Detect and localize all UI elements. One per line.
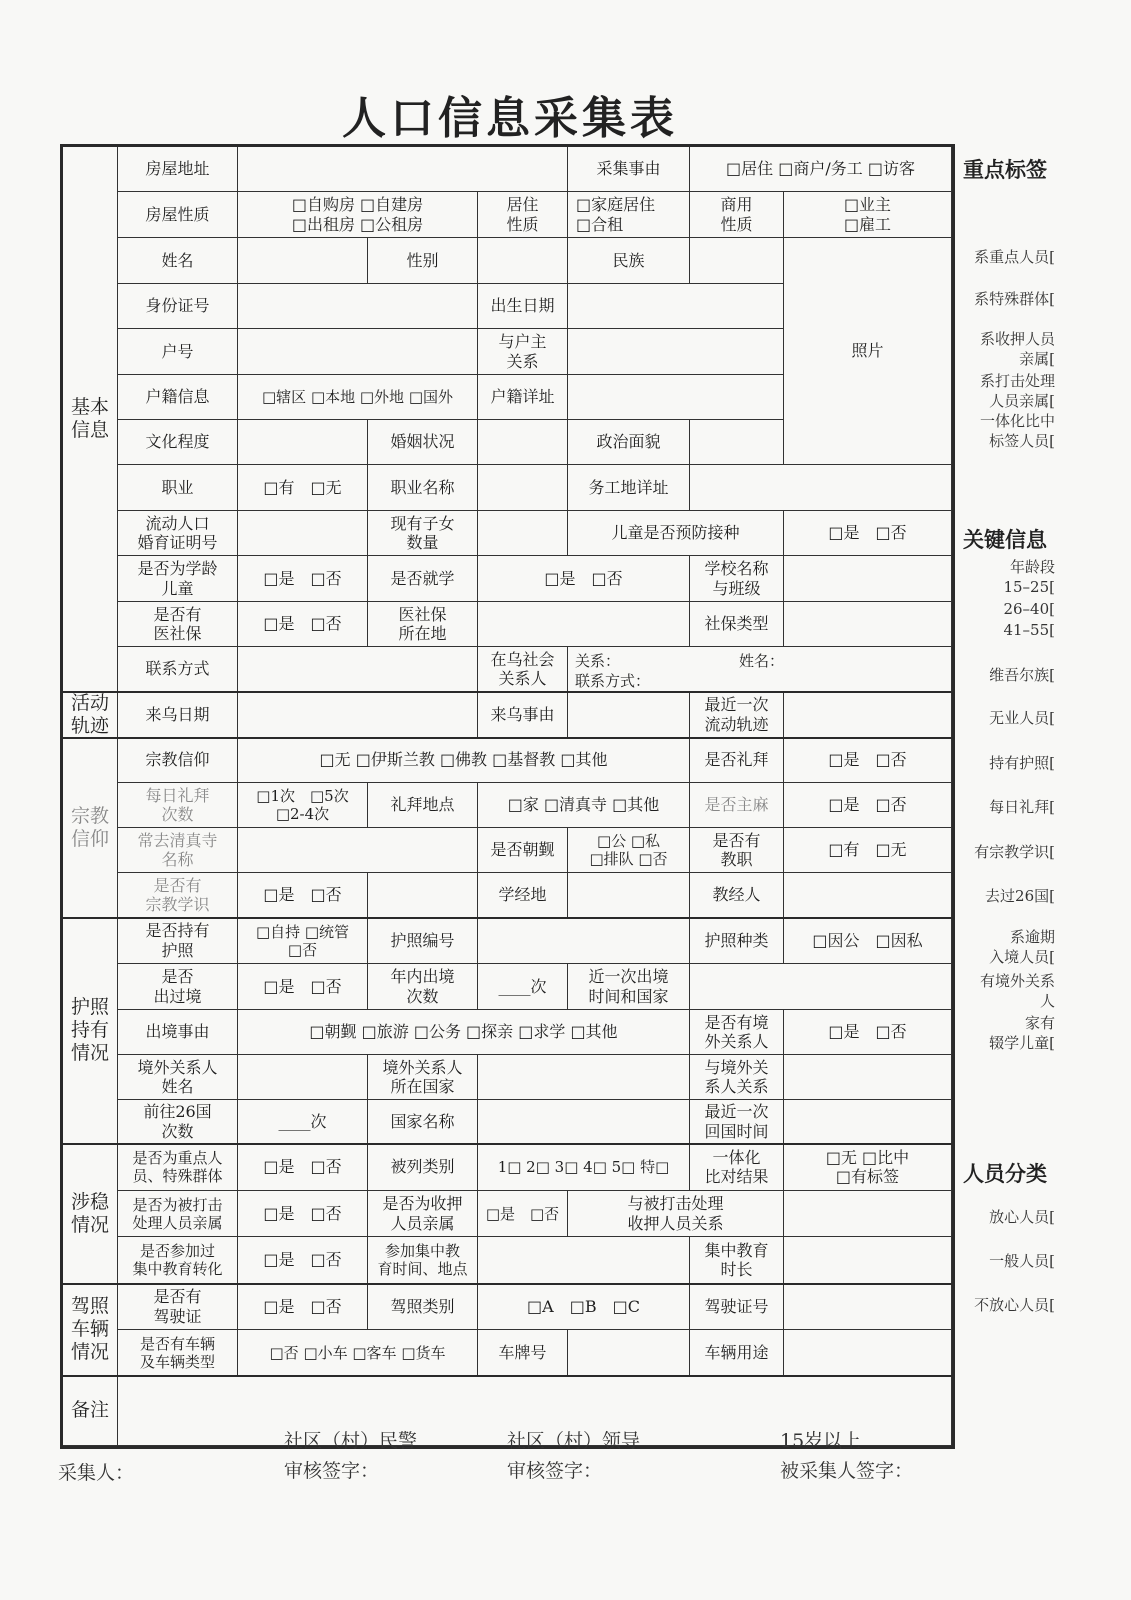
license-class-options[interactable]: □A □B □C	[478, 1284, 690, 1330]
hukou-info-label: 户籍信息	[118, 375, 238, 420]
struck-relation-field[interactable]	[784, 1191, 952, 1237]
house-nature-options[interactable]: □自购房 □自建房 □出租房 □公租房	[238, 192, 478, 238]
political-label: 政治面貌	[568, 420, 690, 465]
integration-result-label: 一体化 比对结果	[690, 1144, 784, 1191]
religious-knowledge-label: 是否有 宗教学识	[118, 873, 238, 918]
plate-no-label: 车牌号	[478, 1330, 568, 1376]
plate-no-field[interactable]	[568, 1330, 690, 1376]
section-divider	[63, 1143, 952, 1145]
age-label: 年龄段	[1009, 558, 1055, 576]
insurance-type-label: 社保类型	[690, 602, 784, 647]
occupation-options[interactable]: □有 □无	[238, 465, 368, 511]
passport-no-label: 护照编号	[368, 918, 478, 964]
side-tag[interactable]: 系逾期 入境人员[	[989, 928, 1055, 966]
section-activity: 活动 轨迹	[63, 692, 118, 738]
last-exit-field[interactable]	[690, 964, 952, 1010]
gender-field[interactable]	[478, 238, 568, 284]
household-no-label: 户号	[118, 329, 238, 375]
side-tag[interactable]: 系特殊群体[	[974, 290, 1055, 308]
insurance-place-label: 医社保 所在地	[368, 602, 478, 647]
key-person-label: 是否为重点人 员、特殊群体	[118, 1144, 238, 1191]
category-label: 被列类别	[368, 1144, 478, 1191]
study-place-field[interactable]	[568, 873, 690, 918]
last-return-label: 最近一次 回国时间	[690, 1100, 784, 1144]
side-tag[interactable]: 有宗教学识[	[974, 843, 1055, 861]
page-title: 人口信息采集表	[342, 93, 678, 144]
side-tag[interactable]: 不放心人员[	[974, 1296, 1055, 1314]
clergy-label: 是否有 教职	[690, 828, 784, 873]
side-tag[interactable]: 41–55[	[1003, 621, 1055, 639]
worship-label: 是否礼拜	[690, 738, 784, 783]
section-divider	[63, 1283, 952, 1285]
foreign-name-field[interactable]	[238, 1055, 368, 1100]
been-abroad-label: 是否 出过境	[118, 964, 238, 1010]
contact-label: 联系方式	[118, 647, 238, 692]
edu-time-place-label: 参加集中教 育时间、地点	[368, 1237, 478, 1284]
country-name-field[interactable]	[478, 1100, 690, 1144]
school-age-label: 是否为学龄 儿童	[118, 556, 238, 602]
occupation-label: 职业	[118, 465, 238, 511]
school-age-options[interactable]: □是 □否	[238, 556, 368, 602]
foreign-relation-options[interactable]: □是 □否	[784, 1010, 952, 1055]
side-tag[interactable]: 15–25[	[1003, 578, 1055, 596]
has-passport-label: 是否持有 护照	[118, 918, 238, 964]
section-basic: 基本 信息	[63, 147, 118, 692]
mosque-name-label: 常去清真寺 名称	[118, 828, 238, 873]
been-abroad-options[interactable]: □是 □否	[238, 964, 368, 1010]
section-divider	[63, 737, 952, 739]
hukou-detail-field[interactable]	[568, 375, 784, 420]
arrival-date-label: 来乌日期	[118, 692, 238, 738]
section-divider	[63, 691, 952, 693]
political-field[interactable]	[690, 420, 784, 465]
key-info-header: 关键信息	[963, 527, 1047, 552]
school-class-label: 学校名称 与班级	[690, 556, 784, 602]
section-stability: 涉稳 情况	[63, 1144, 118, 1284]
license-no-label: 驾驶证号	[690, 1284, 784, 1330]
children-count-field[interactable]	[478, 511, 568, 556]
vehicle-use-field[interactable]	[784, 1330, 952, 1376]
yearly-exits-field[interactable]: ____次	[478, 964, 568, 1010]
collect-reason-options[interactable]: □居住 □商户/务工 □访客	[690, 147, 952, 192]
id-number-field[interactable]	[238, 284, 478, 329]
passport-type-label: 护照种类	[690, 918, 784, 964]
marital-field[interactable]	[478, 420, 568, 465]
side-tag[interactable]: 一体化比中 标签人员[	[979, 412, 1055, 450]
arrival-reason-label: 来乌事由	[478, 692, 568, 738]
side-tag[interactable]: 无业人员[	[989, 709, 1055, 727]
floating-cert-label: 流动人口 婚育证明号	[118, 511, 238, 556]
tags-header: 重点标签	[963, 157, 1047, 182]
worship-options[interactable]: □是 □否	[784, 738, 952, 783]
vehicle-options[interactable]: □否 □小车 □客车 □货车	[238, 1330, 478, 1376]
arrival-reason-field[interactable]	[568, 692, 690, 738]
side-tag[interactable]: 26–40[	[1003, 600, 1055, 618]
worship-place-options[interactable]: □家 □清真寺 □其他	[478, 783, 690, 828]
passport-no-field[interactable]	[478, 918, 690, 964]
category-options[interactable]: 1□ 2□ 3□ 4□ 5□ 特□	[478, 1144, 690, 1191]
side-tag[interactable]: 家有 辍学儿童[	[989, 1014, 1055, 1052]
local-contact-label: 在乌社会 关系人	[478, 647, 568, 692]
struck-relation-label: 与被打击处理 收押人员关系	[568, 1191, 784, 1237]
job-name-field[interactable]	[478, 465, 568, 511]
recent-track-field[interactable]	[784, 692, 952, 738]
side-tag[interactable]: 持有护照[	[989, 754, 1055, 772]
edu-time-place-field[interactable]	[478, 1237, 690, 1284]
commercial-nature-label: 商用 性质	[690, 192, 784, 238]
contact-field[interactable]	[238, 647, 478, 692]
household-no-field[interactable]	[238, 329, 478, 375]
pilgrimage-label: 是否朝觐	[478, 828, 568, 873]
last-exit-label: 近一次出境 时间和国家	[568, 964, 690, 1010]
collect-reason-label: 采集事由	[568, 147, 690, 192]
house-address-field[interactable]	[238, 147, 568, 192]
teacher-field[interactable]	[784, 873, 952, 918]
work-address-label: 务工地详址	[568, 465, 690, 511]
ethnicity-field[interactable]	[690, 238, 784, 284]
form-table	[60, 144, 955, 1449]
passport-options[interactable]: □自持 □统管 □否	[238, 918, 368, 964]
struck-relative-options[interactable]: □是 □否	[238, 1191, 368, 1237]
pilgrimage-options[interactable]: □公 □私 □排队 □否	[568, 828, 690, 873]
key-person-options[interactable]: □是 □否	[238, 1144, 368, 1191]
classification-header: 人员分类	[963, 1161, 1047, 1186]
religion-options[interactable]: □无 □伊斯兰教 □佛教 □基督教 □其他	[238, 738, 690, 783]
name-field[interactable]	[238, 238, 368, 284]
foreign-country-label: 境外关系人 所在国家	[368, 1055, 478, 1100]
foreign-rel-label: 与境外关 系人关系	[690, 1055, 784, 1100]
daily-worship-label: 每日礼拜 次数	[118, 783, 238, 828]
vaccination-label: 儿童是否预防接种	[568, 511, 784, 556]
ethnicity-label: 民族	[568, 238, 690, 284]
study-place-label: 学经地	[478, 873, 568, 918]
house-address-label: 房屋地址	[118, 147, 238, 192]
gender-label: 性别	[368, 238, 478, 284]
mosque-name-field[interactable]	[238, 828, 478, 873]
section-remarks: 备注	[63, 1376, 118, 1446]
side-tag[interactable]: 一般人员[	[989, 1252, 1055, 1270]
relation-sublabel: 关系：	[575, 652, 621, 670]
centralized-edu-label: 是否参加过 集中教育转化	[118, 1237, 238, 1284]
photo-box[interactable]: 照片	[784, 238, 952, 465]
has-license-label: 是否有 驾驶证	[118, 1284, 238, 1330]
in-school-options[interactable]: □是 □否	[478, 556, 690, 602]
centralized-edu-options[interactable]: □是 □否	[238, 1237, 368, 1284]
worship-place-label: 礼拜地点	[368, 783, 478, 828]
country-name-label: 国家名称	[368, 1100, 478, 1144]
last-return-field[interactable]	[784, 1100, 952, 1144]
passport-type-options[interactable]: □因公 □因私	[784, 918, 952, 964]
clergy-options[interactable]: □有 □无	[784, 828, 952, 873]
hukou-options[interactable]: □辖区 □本地 □外地 □国外	[238, 375, 478, 420]
trips26-label: 前往26国 次数	[118, 1100, 238, 1144]
subject-signature: 15岁以上 被采集人签字：	[780, 1430, 914, 1483]
integration-options[interactable]: □无 □比中 □有标签	[784, 1144, 952, 1191]
floating-cert-field[interactable]	[238, 511, 368, 556]
side-tag[interactable]: 系重点人员[	[974, 248, 1055, 266]
struck-relative-label: 是否为被打击 处理人员亲属	[118, 1191, 238, 1237]
recent-track-label: 最近一次 流动轨迹	[690, 692, 784, 738]
marital-label: 婚姻状况	[368, 420, 478, 465]
religion-belief-label: 宗教信仰	[118, 738, 238, 783]
section-religion: 宗教 信仰	[63, 738, 118, 918]
arrival-date-field[interactable]	[238, 692, 478, 738]
exit-reason-options[interactable]: □朝觐 □旅游 □公务 □探亲 □求学 □其他	[238, 1010, 690, 1055]
school-class-field[interactable]	[784, 556, 952, 602]
side-tag[interactable]: 系打击处理 人员亲属[	[979, 372, 1055, 410]
section-passport: 护照 持有 情况	[63, 918, 118, 1144]
in-school-label: 是否就学	[368, 556, 478, 602]
fasting-options[interactable]: □是 □否	[784, 783, 952, 828]
fasting-label: 是否主麻	[690, 783, 784, 828]
education-label: 文化程度	[118, 420, 238, 465]
leader-signature: 社区（村）领导 审核签字：	[507, 1430, 641, 1483]
has-insurance-label: 是否有 医社保	[118, 602, 238, 647]
side-tag[interactable]: 系收押人员 亲属[	[979, 330, 1055, 368]
worship-count-options[interactable]: □1次 □5次 □2-4次	[238, 783, 368, 828]
yearly-exits-label: 年内出境 次数	[368, 964, 478, 1010]
birth-date-label: 出生日期	[478, 284, 568, 329]
education-field[interactable]	[238, 420, 368, 465]
side-tag[interactable]: 放心人员[	[989, 1208, 1055, 1226]
birth-date-field[interactable]	[568, 284, 784, 329]
side-tags	[955, 146, 1055, 1446]
side-tag[interactable]: 去过26国[	[985, 887, 1055, 905]
name-sublabel: 姓名：	[739, 652, 785, 670]
residence-nature-options[interactable]: □家庭居住 □合租	[568, 192, 690, 238]
commercial-nature-options[interactable]: □业主 □雇工	[784, 192, 952, 238]
section-divider	[63, 1375, 952, 1377]
foreign-relation-label: 是否有境 外关系人	[690, 1010, 784, 1055]
foreign-name-label: 境外关系人 姓名	[118, 1055, 238, 1100]
insurance-type-field[interactable]	[784, 602, 952, 647]
relation-head-label: 与户主 关系	[478, 329, 568, 375]
house-nature-label: 房屋性质	[118, 192, 238, 238]
section-driving: 驾照 车辆 情况	[63, 1284, 118, 1376]
vaccination-options[interactable]: □是 □否	[784, 511, 952, 556]
collector-signature: 采集人：	[58, 1462, 135, 1484]
has-vehicle-label: 是否有车辆 及车辆类型	[118, 1330, 238, 1376]
detained-relative-label: 是否为收押 人员亲属	[368, 1191, 478, 1237]
police-signature: 社区（村）民警 审核签字：	[284, 1430, 418, 1483]
exit-reason-label: 出境事由	[118, 1010, 238, 1055]
children-count-label: 现有子女 数量	[368, 511, 478, 556]
section-divider	[63, 917, 952, 919]
job-name-label: 职业名称	[368, 465, 478, 511]
foreign-rel-field[interactable]	[784, 1055, 952, 1100]
license-class-label: 驾照类别	[368, 1284, 478, 1330]
id-number-label: 身份证号	[118, 284, 238, 329]
edu-duration-field[interactable]	[784, 1237, 952, 1284]
religious-knowledge-options[interactable]: □是 □否	[238, 873, 368, 918]
has-insurance-options[interactable]: □是 □否	[238, 602, 368, 647]
side-tag[interactable]: 有境外关系 人	[979, 972, 1055, 1010]
insurance-place-field[interactable]	[478, 602, 690, 647]
relation-head-field[interactable]	[568, 329, 784, 375]
name-label: 姓名	[118, 238, 238, 284]
foreign-country-field[interactable]	[478, 1055, 690, 1100]
detained-relative-options[interactable]: □是 □否	[478, 1191, 568, 1237]
work-address-field[interactable]	[690, 465, 952, 511]
side-tag[interactable]: 每日礼拜[	[989, 798, 1055, 816]
edu-duration-label: 集中教育 时长	[690, 1237, 784, 1284]
license-no-field[interactable]	[784, 1284, 952, 1330]
blank-cell[interactable]	[368, 873, 478, 918]
contact-sublabel: 联系方式：	[575, 672, 651, 690]
residence-nature-label: 居住 性质	[478, 192, 568, 238]
trips26-field[interactable]: ____次	[238, 1100, 368, 1144]
teacher-label: 教经人	[690, 873, 784, 918]
has-license-options[interactable]: □是 □否	[238, 1284, 368, 1330]
side-tag[interactable]: 维吾尔族[	[989, 666, 1055, 684]
hukou-detail-label: 户籍详址	[478, 375, 568, 420]
vehicle-use-label: 车辆用途	[690, 1330, 784, 1376]
